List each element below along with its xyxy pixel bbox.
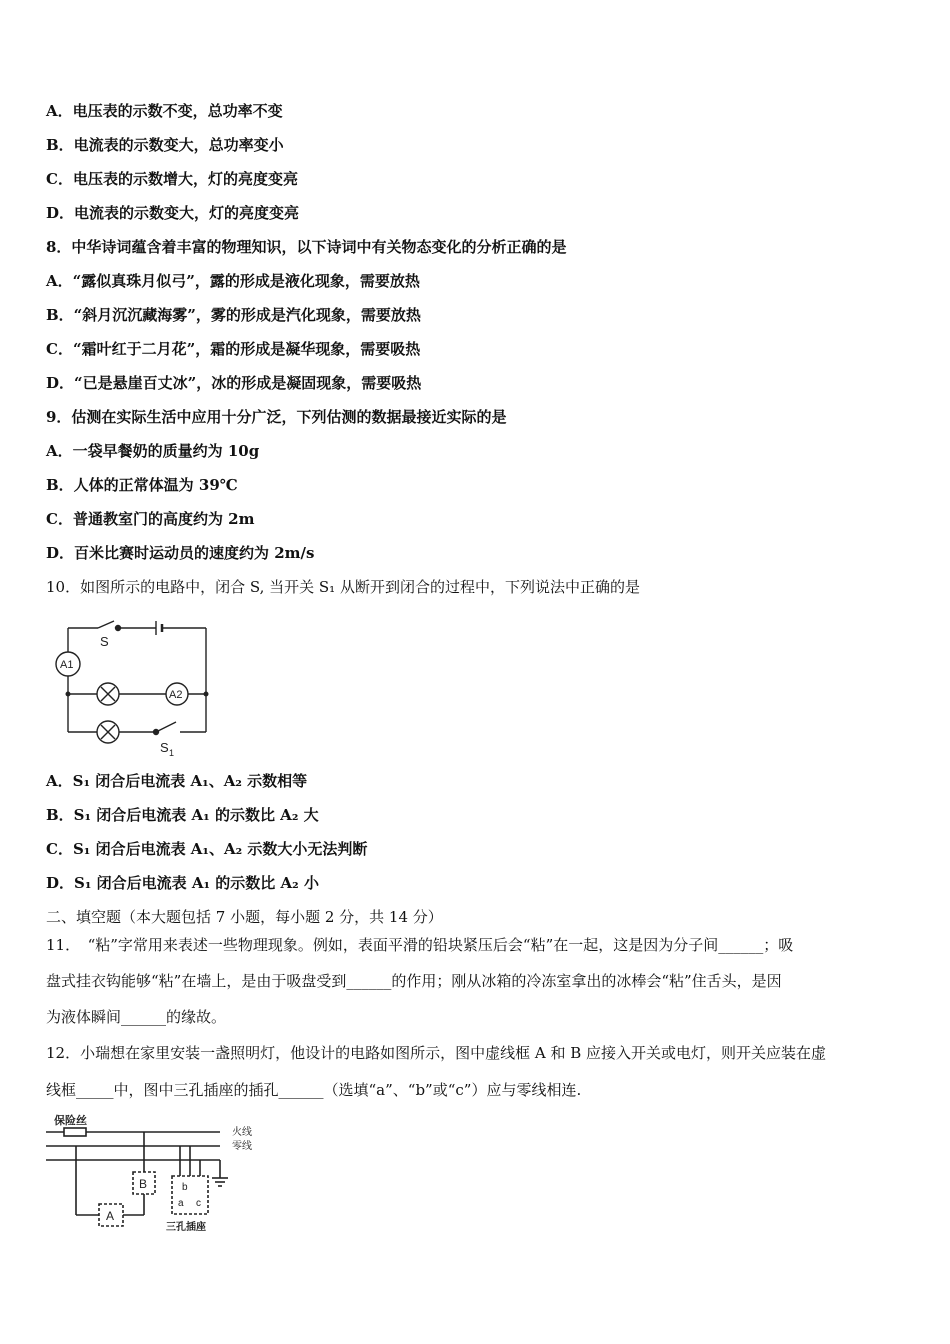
q11-line-1: 11． “粘”字常用来表述一些物理现象。例如，表面平滑的铅块紧压后会“粘”在一起，这是因为分子间______；吸 [46,936,794,954]
q9-stem: 9．估测在实际生活中应用十分广泛，下列估测的数据最接近实际的是 [46,408,507,426]
q8-option-d: D．“已是悬崖百丈冰”，冰的形成是凝固现象，需要吸热 [46,374,422,392]
q12-label-live: 火线 [232,1127,252,1138]
q12-label-box-b: B [139,1177,148,1191]
q7-option-a: A．电压表的示数不变，总功率不变 [46,102,283,120]
q10-label-a2: A2 [169,689,183,701]
q12-label-pin-c: c [196,1198,201,1209]
q10-option-c: C．S₁ 闭合后电流表 A₁、A₂ 示数大小无法判断 [46,840,368,858]
q8-option-c: C．“霜叶红于二月花”，霜的形成是凝华现象，需要吸热 [46,340,421,358]
q9-option-b: B．人体的正常体温为 39℃ [46,476,238,494]
q12-label-pin-b: b [182,1182,188,1193]
q10-circuit-diagram [50,612,220,762]
q11-line-2: 盘式挂衣钩能够“粘”在墙上，是由于吸盘受到______的作用；刚从冰箱的冷冻室拿出的冰棒会“粘”住舌头，是因 [46,972,782,990]
q12-line-1: 12．小瑞想在家里安装一盏照明灯，他设计的电路如图所示，图中虚线框 A 和 B 应接入开关或电灯，则开关应装在虚 [46,1044,827,1062]
q10-label-s: S [100,634,109,649]
q10-option-a: A．S₁ 闭合后电流表 A₁、A₂ 示数相等 [46,772,308,790]
q10-stem: 10．如图所示的电路中，闭合 S, 当开关 S₁ 从断开到闭合的过程中，下列说法中正确的是 [46,578,640,596]
q9-option-c: C．普通教室门的高度约为 2m [46,510,255,528]
q7-option-b: B．电流表的示数变大，总功率变小 [46,136,284,154]
section-heading: 二、填空题（本大题包括 7 小题，每小题 2 分，共 14 分） [46,908,443,926]
q12-label-fuse: 保险丝 [54,1115,87,1127]
q10-option-d: D．S₁ 闭合后电流表 A₁ 的示数比 A₂ 小 [46,874,319,892]
q12-line-2: 线框_____中，图中三孔插座的插孔______（选填“a”、“b”或“c”）应与零线相连. [46,1081,582,1099]
q10-option-b: B．S₁ 闭合后电流表 A₁ 的示数比 A₂ 大 [46,806,319,824]
q12-label-socket: 三孔插座 [166,1222,206,1233]
q8-option-b: B．“斜月沉沉藏海雾”，雾的形成是汽化现象，需要放热 [46,306,421,324]
q10-label-s1: S [160,740,169,755]
q8-stem: 8．中华诗词蕴含着丰富的物理知识，以下诗词中有关物态变化的分析正确的是 [46,238,567,256]
q11-line-3: 为液体瞬间______的缘故。 [46,1008,227,1026]
q7-option-c: C．电压表的示数增大，灯的亮度变亮 [46,170,298,188]
q12-label-pin-a: a [178,1198,184,1209]
q12-label-neutral: 零线 [232,1141,252,1152]
q9-option-a: A．一袋早餐奶的质量约为 10g [46,442,260,460]
q8-option-a: A．“露似真珠月似弓”，露的形成是液化现象，需要放热 [46,272,420,290]
q12-circuit-diagram [44,1112,284,1236]
q7-option-d: D．电流表的示数变大，灯的亮度变亮 [46,204,300,222]
q12-label-box-a: A [106,1209,115,1223]
q10-label-a1: A1 [60,659,74,671]
q10-label-s1-sub: 1 [169,748,175,758]
q9-option-d: D．百米比赛时运动员的速度约为 2m/s [46,544,315,562]
